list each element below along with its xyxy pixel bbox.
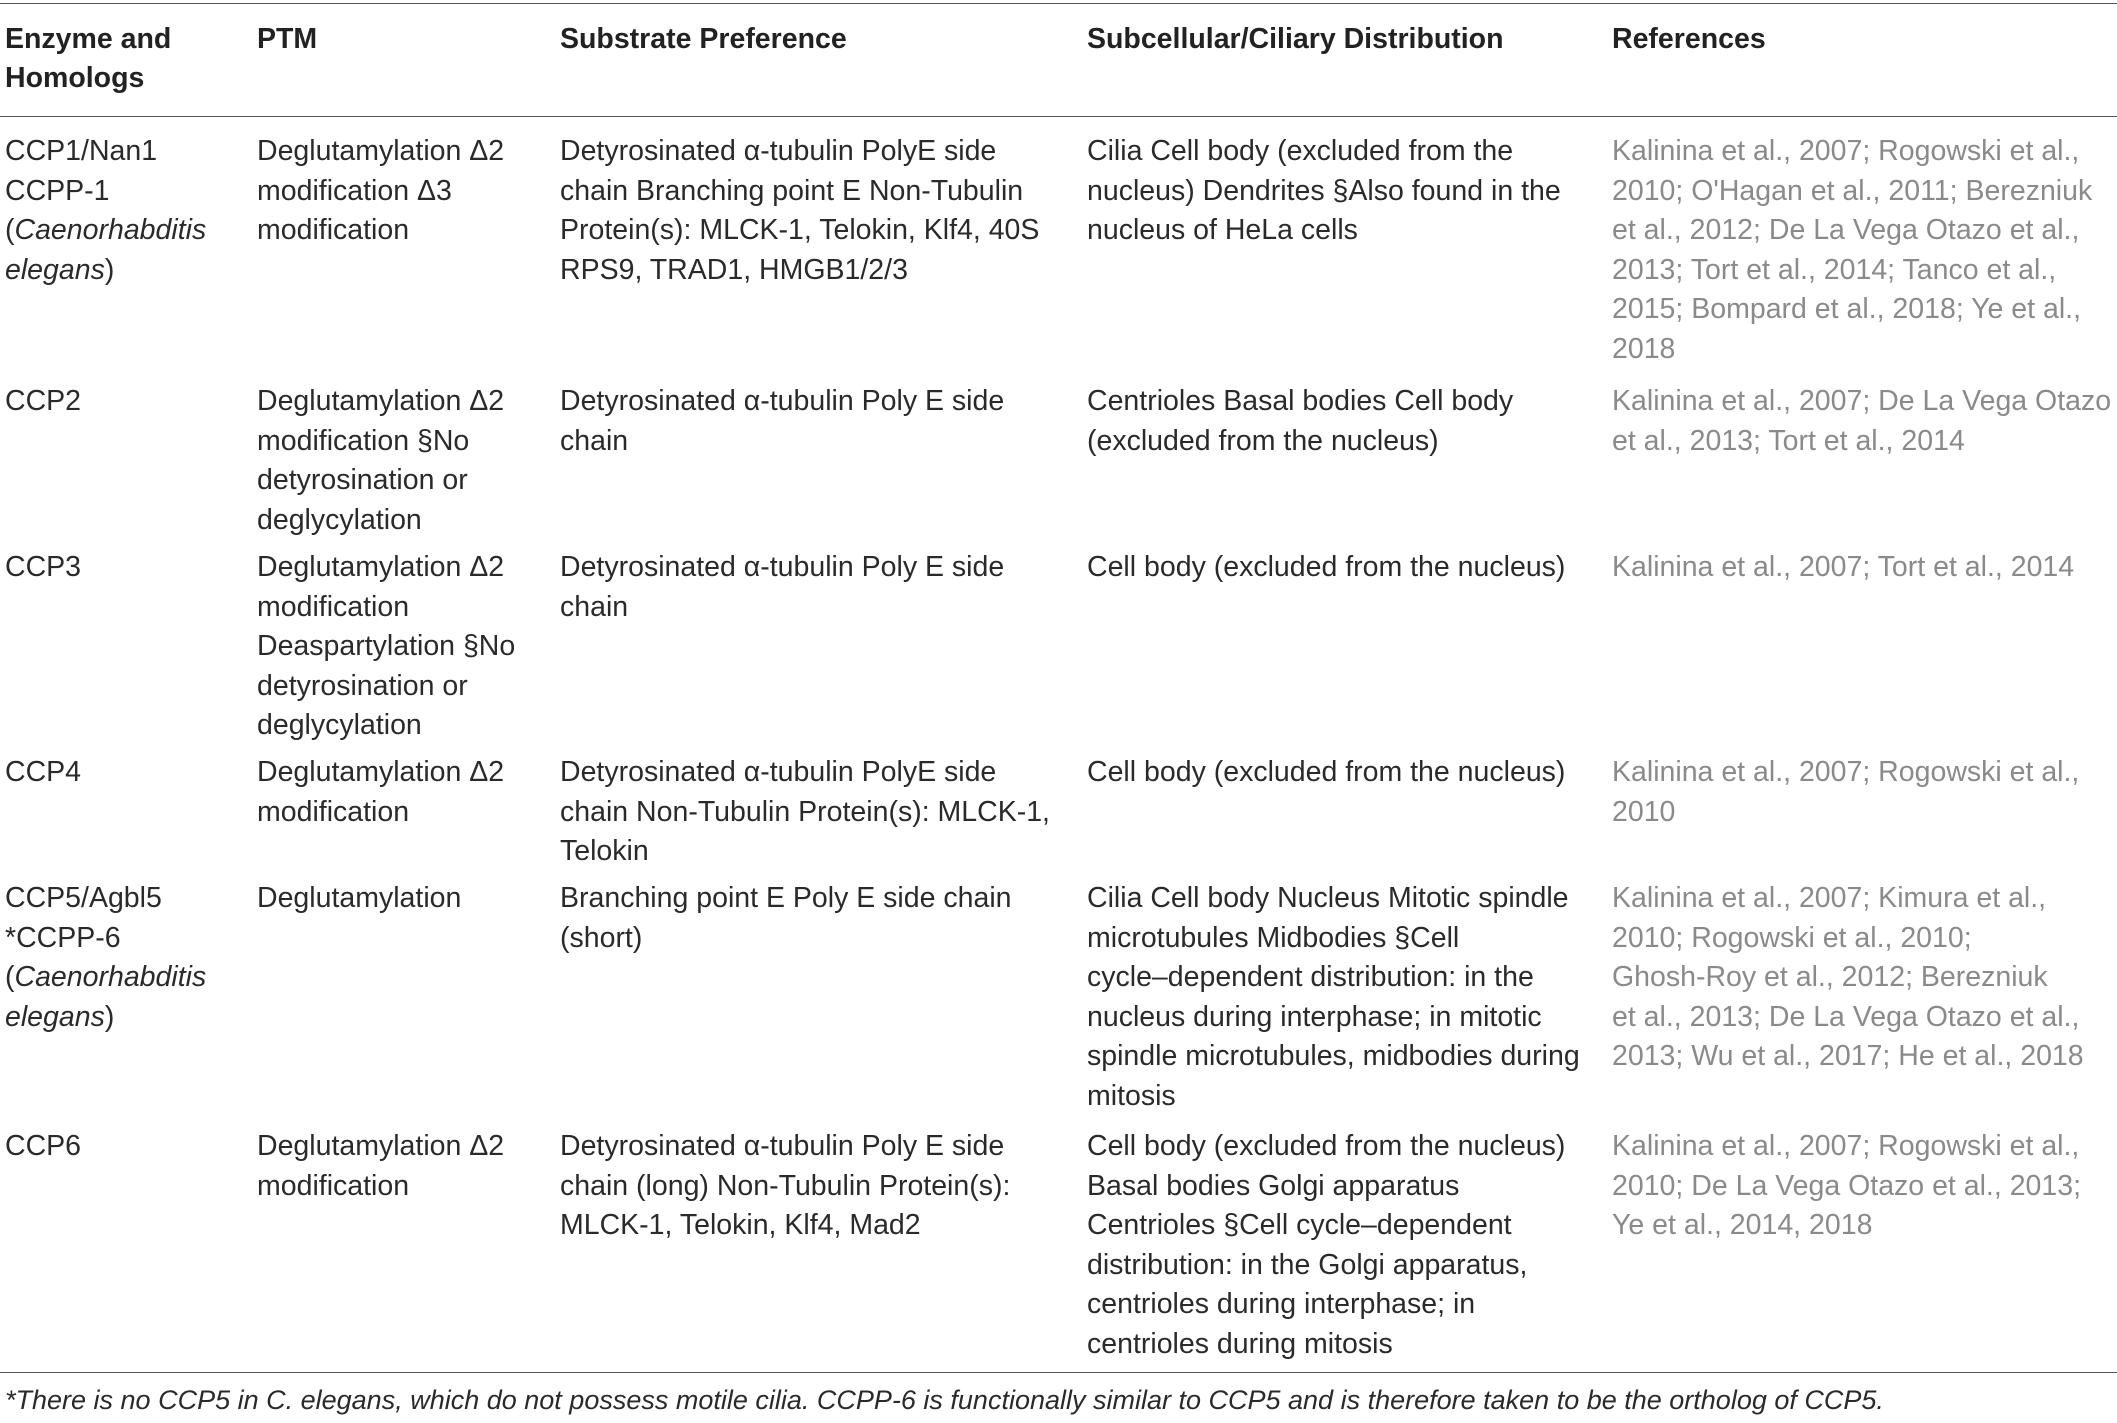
cell-references: Kalinina et al., 2007; Rogowski et al., 2010; O'Hagan et al., 2011; Berezniuk et al., 2012; De La Vega Otazo et al., 2013; Tort et al., 2014; Tanco et al., 2015; Bompard et al., 2018; Ye et al., 2018 xyxy=(1612,135,2093,365)
cell-substrate: Detyrosinated α-tubulin PolyE side chain Branching point E Non-Tubulin Protein(s): MLCK-1, Telokin, Klf4, 40S RPS9, TRAD1, HMGB1/2/3 xyxy=(560,135,1040,286)
cell-references: Kalinina et al., 2007; De La Vega Otazo et al., 2013; Tort et al., 2014 xyxy=(1612,385,2112,457)
header-references: References xyxy=(1612,23,1766,55)
header-substrate: Substrate Preference xyxy=(560,23,847,55)
cell-enzyme xyxy=(5,753,250,793)
table-bottom-rule xyxy=(0,1372,2117,1373)
cell-enzyme xyxy=(5,879,250,1037)
header-enzyme: Enzyme and Homologs xyxy=(5,23,172,94)
header-ptm: PTM xyxy=(257,23,318,55)
table-top-rule xyxy=(0,3,2117,4)
cell-distribution: Cell body (excluded from the nucleus) xyxy=(1087,756,1566,788)
cell-ptm: Deglutamylation Δ2 modification xyxy=(257,756,505,828)
cell-distribution: Centrioles Basal bodies Cell body (excluded from the nucleus) xyxy=(1087,385,1514,457)
cell-references: Kalinina et al., 2007; Rogowski et al., 2010 xyxy=(1612,756,2080,828)
cell-enzyme xyxy=(5,1127,250,1167)
enzyme-suffix: ) xyxy=(104,1000,115,1033)
enzyme-name: CCP2 xyxy=(5,385,82,417)
enzyme-name: CCP6 xyxy=(5,1130,82,1162)
table-footnote: *There is no CCP5 in C. elegans, which do not possess motile cilia. CCPP-6 is functionally similar to CCP5 and is therefore taken to be the ortholog of CCP5. xyxy=(5,1385,1884,1415)
cell-ptm: Deglutamylation Δ2 modification Deaspartylation §No detyrosination or deglycylation xyxy=(257,551,516,741)
table-header-row xyxy=(0,20,2117,110)
cell-ptm: Deglutamylation Δ2 modification §No detyrosination or deglycylation xyxy=(257,385,505,536)
enzyme-name: CCP3 xyxy=(5,551,82,583)
cell-distribution: Cilia Cell body Nucleus Mitotic spindle microtubules Midbodies §Cell cycle–dependent distribution: in the nucleus during interphase; in mitotic spindle microtubules, midbodies during mitosis xyxy=(1087,882,1580,1112)
enzyme-suffix: ) xyxy=(104,253,115,286)
cell-references: Kalinina et al., 2007; Tort et al., 2014 xyxy=(1612,551,2075,583)
cell-substrate: Branching point E Poly E side chain (short) xyxy=(560,882,1012,954)
enzyme-name: CCP5/Agbl5 *CCPP-6 ( xyxy=(5,882,162,993)
cell-substrate: Detyrosinated α-tubulin Poly E side chain xyxy=(560,385,1005,457)
cell-substrate: Detyrosinated α-tubulin PolyE side chain Non-Tubulin Protein(s): MLCK-1, Telokin xyxy=(560,756,1050,867)
cell-substrate: Detyrosinated α-tubulin Poly E side chain xyxy=(560,551,1005,623)
cell-distribution: Cell body (excluded from the nucleus) xyxy=(1087,551,1566,583)
enzyme-name: CCP4 xyxy=(5,756,82,788)
cell-ptm: Deglutamylation Δ2 modification Δ3 modification xyxy=(257,135,505,246)
header-distribution: Subcellular/Ciliary Distribution xyxy=(1087,23,1504,55)
cell-substrate: Detyrosinated α-tubulin Poly E side chain (long) Non-Tubulin Protein(s): MLCK-1, Telokin, Klf4, Mad2 xyxy=(560,1130,1011,1241)
cell-distribution: Cilia Cell body (excluded from the nucleus) Dendrites §Also found in the nucleus of HeLa cells xyxy=(1087,135,1561,246)
enzyme-name: CCP1/Nan1 CCPP-1 ( xyxy=(5,135,158,246)
cell-enzyme xyxy=(5,548,250,588)
table-header-rule xyxy=(0,116,2117,117)
cell-distribution: Cell body (excluded from the nucleus) Basal bodies Golgi apparatus Centrioles §Cell cycle–dependent distribution: in the Golgi apparatus, centrioles during interphase; in centrioles during mitosis xyxy=(1087,1130,1566,1360)
cell-references: Kalinina et al., 2007; Rogowski et al., 2010; De La Vega Otazo et al., 2013; Ye et al., 2014, 2018 xyxy=(1612,1130,2082,1241)
cell-enzyme xyxy=(5,132,250,290)
enzyme-species: Caenorhabditis elegans xyxy=(5,214,207,286)
enzyme-species: Caenorhabditis elegans xyxy=(5,961,207,1033)
cell-ptm: Deglutamylation xyxy=(257,882,462,914)
cell-ptm: Deglutamylation Δ2 modification xyxy=(257,1130,505,1202)
cell-enzyme xyxy=(5,382,250,422)
cell-references: Kalinina et al., 2007; Kimura et al., 2010; Rogowski et al., 2010; Ghosh-Roy et al., 2012; Berezniuk et al., 2013; De La Vega Otazo et al., 2013; Wu et al., 2017; He et al., 2018 xyxy=(1612,882,2084,1072)
